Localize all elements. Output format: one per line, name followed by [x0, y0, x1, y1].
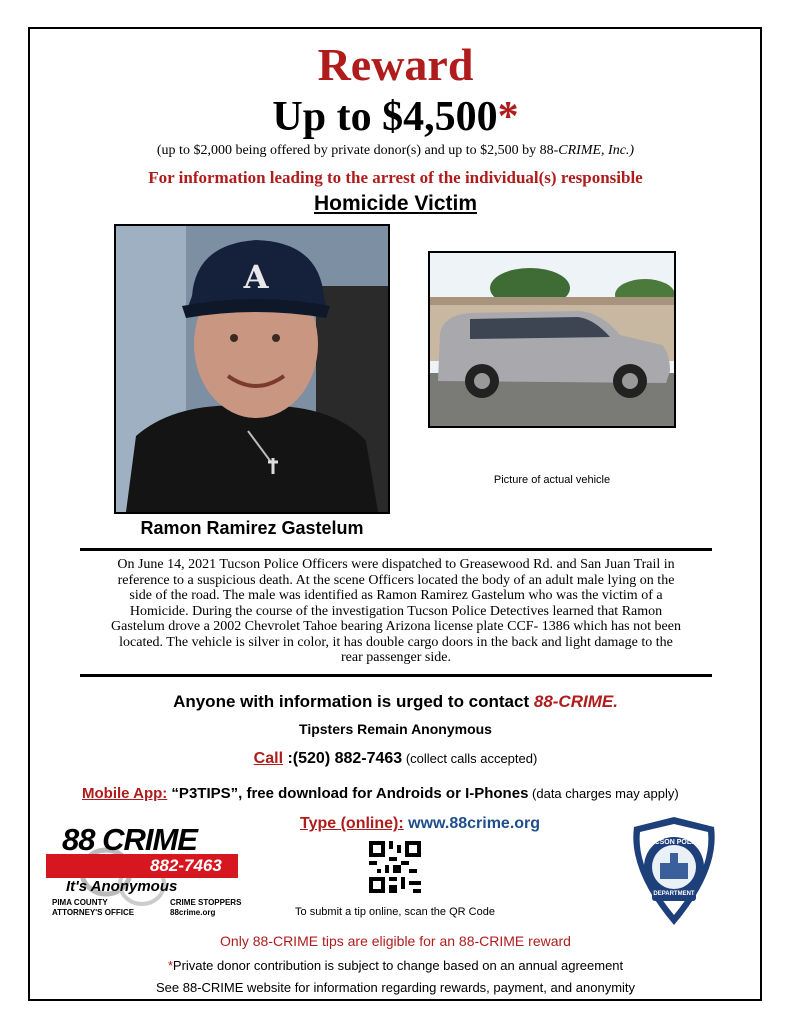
crime-stoppers-logo	[44, 820, 244, 920]
logo-right-b: 88crime.org	[170, 908, 216, 917]
donor-note-org: CRIME, Inc.)	[558, 143, 635, 158]
vehicle-photo-image	[430, 253, 674, 426]
contact-org: 88-CRIME.	[533, 692, 618, 711]
info-line: For information leading to the arrest of the individual(s) responsible	[148, 168, 643, 187]
app-text: “P3TIPS”, free download for Androids or I-Phones	[167, 785, 529, 802]
logo-phone: 882-7463	[150, 856, 222, 875]
eligibility-note: Only 88-CRIME tips are eligible for an 88-CRIME reward	[220, 933, 571, 949]
footnote-asterisk: *	[167, 958, 173, 973]
badge-top-text: TUCSON POLICE	[645, 839, 703, 846]
mobile-app-line	[82, 785, 679, 802]
reward-amount	[0, 93, 791, 141]
logo-right-text	[170, 898, 241, 918]
logo-left-a: PIMA COUNTY	[52, 898, 108, 907]
website-link[interactable]: www.88crime.org	[403, 815, 541, 832]
call-number[interactable]: :(520) 882-7463	[283, 750, 403, 767]
app-label: Mobile App:	[82, 785, 168, 802]
divider-top	[80, 548, 712, 551]
amount-text: Up to $4,500	[272, 94, 498, 140]
victim-photo-image	[116, 226, 388, 512]
online-line	[300, 815, 540, 833]
donor-note	[0, 143, 791, 159]
vehicle-caption: Picture of actual vehicle	[493, 474, 611, 486]
logo-wordmark: 88 CRIME	[62, 822, 197, 857]
logo-left-text	[52, 898, 134, 918]
victim-heading: Homicide Victim	[314, 192, 477, 215]
website-note: See 88-CRIME website for information regarding rewards, payment, and anonymity	[155, 980, 636, 995]
logo-tagline: It's Anonymous	[66, 878, 178, 895]
victim-name: Ramon Ramirez Gastelum	[140, 518, 364, 538]
victim-photo	[114, 224, 390, 514]
logo-right-a: CRIME STOPPERS	[170, 898, 242, 907]
footnote-text: Private donor contribution is subject to change based on an annual agreement	[172, 958, 624, 973]
police-badge-icon	[626, 815, 722, 927]
divider-bottom	[80, 674, 712, 677]
reward-title: Reward	[317, 39, 474, 90]
call-line	[0, 750, 791, 768]
amount-asterisk: *	[497, 94, 519, 140]
logo-left-b: ATTORNEY'S OFFICE	[52, 908, 135, 917]
svg-text:A: A	[243, 258, 269, 296]
anonymous-line: Tipsters Remain Anonymous	[299, 721, 492, 737]
call-note: (collect calls accepted)	[402, 751, 538, 766]
donor-footnote	[0, 958, 791, 973]
vehicle-photo	[428, 251, 676, 428]
badge-bottom-text: DEPARTMENT	[653, 891, 695, 897]
type-label: Type (online):	[300, 815, 404, 832]
call-label: Call	[253, 750, 284, 767]
qr-caption: To submit a tip online, scan the QR Code	[295, 906, 495, 918]
case-description: On June 14, 2021 Tucson Police Officers were dispatched to Greasewood Rd. and San Juan Trail in reference to a suspicious death. At the scene Officers located the body of an adult male lying on the side of the road. The male was identified as Ramon Ramirez Gastelum who was the victim of a Homicide. During the course of the investigation Tucson Police Detectives learned that Ramon Gastelum drove a 2002 Chevrolet Tahoe bearing Arizona license plate CCF- 1386 which has not been located. The vehicle is silver in color, it has double cargo doors in the back and light damage to the rear passenger side.	[111, 557, 681, 665]
contact-text: Anyone with information is urged to contact	[173, 692, 534, 711]
contact-line	[0, 692, 791, 712]
qr-code-icon[interactable]	[369, 841, 421, 893]
donor-note-text: (up to $2,000 being offered by private donor(s) and up to $2,500 by 88-	[156, 143, 559, 158]
app-note: (data charges may apply)	[528, 786, 679, 801]
